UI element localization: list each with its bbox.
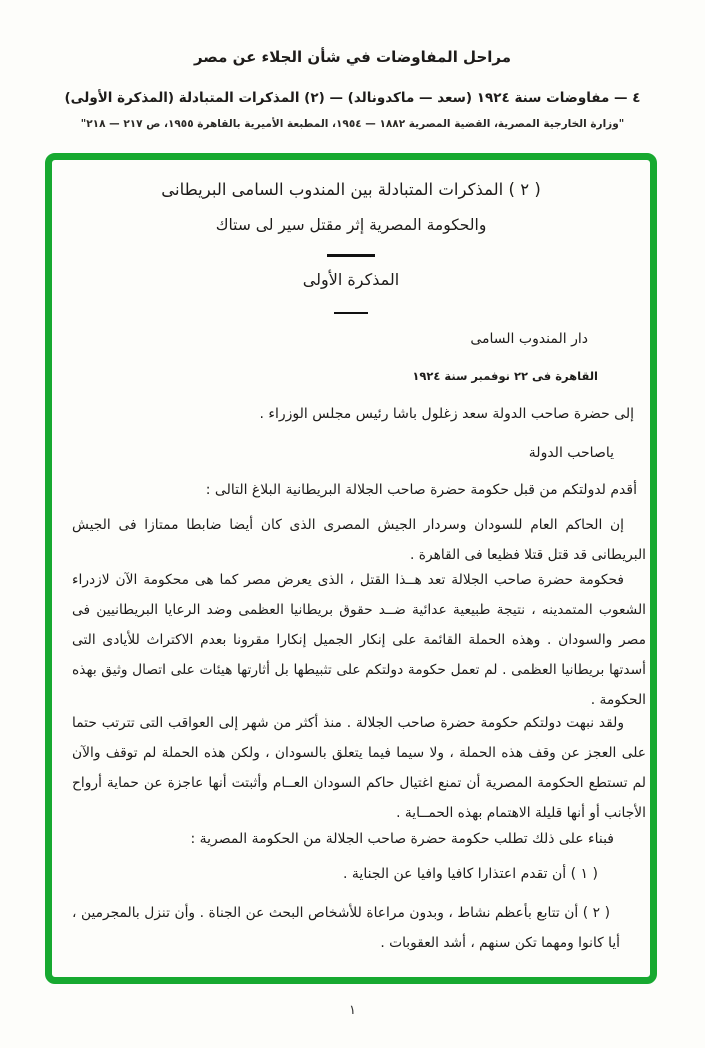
source-citation: "وزارة الخارجية المصرية، القضية المصرية ١٨٨٢ — ١٩٥٤، المطبعة الأميرية بالقاهرة ١٩٥٥، ص ٢١٧ — ٢١٨" bbox=[80, 118, 625, 130]
document-main-heading: مراحل المفاوضات في شأن الجلاء عن مصر bbox=[193, 48, 512, 66]
body-paragraph-2: فحكومة حضرة صاحب الجلالة تعد هــذا القتل ، الذى يعرض مصر كما هى محكومة الآن لازدراء الشعوب المتمدينه ، نتيجة طبيعية عدائية ضــد حقوق بريطانيا العظمى وضد الرعايا البريطانيين فى مصر والسودان . وهذه الحملة القائمة على إنكار الجميل إنكارا مقرونا بعدم الاكتراث للأيادى التى أسدتها بريطانيا العظمى . لم تعمل حكومة دولتكم على تثبيطها بل أثارتها هيئات على اتصال وثيق بهذه الحكومة . bbox=[72, 572, 646, 708]
salutation-line: ياصاحب الدولة bbox=[528, 445, 614, 461]
page-number: ١ bbox=[349, 1003, 356, 1018]
demand-item-2: ( ٢ ) أن تتابع بأعظم نشاط ، وبدون مراعاة للأشخاص البحث عن الجناة . وأن تنزل بالمجرمين ، أيا كانوا ومهما تكن سنهم ، أشد العقوبات . bbox=[72, 905, 620, 951]
dateline-cairo: القاهرة فى ٢٢ نوفمبر سنة ١٩٢٤ bbox=[412, 369, 598, 383]
document-section-heading: ٤ — مفاوضات سنة ١٩٢٤ (سعد — ماكدونالد) — (٢) المذكرات المتبادلة (المذكرة الأولى) bbox=[64, 90, 641, 106]
memo-subtitle: المذكرة الأولى bbox=[302, 270, 400, 289]
memo-title-line1: ( ٢ ) المذكرات المتبادلة بين المندوب السامى البريطانى bbox=[161, 180, 541, 199]
memo-title-line2: والحكومة المصرية إثر مقتل سير لى ستاك bbox=[215, 216, 487, 234]
subtitle-divider-rule bbox=[334, 312, 368, 314]
demand-item-1: ( ١ ) أن تقدم اعتذارا كافيا وافيا عن الجناية . bbox=[343, 866, 598, 882]
title-divider-rule bbox=[327, 254, 375, 257]
letterhead-residency: دار المندوب السامى bbox=[470, 331, 588, 347]
addressee-line: إلى حضرة صاحب الدولة سعد زغلول باشا رئيس مجلس الوزراء . bbox=[259, 406, 634, 422]
body-paragraph-4: فبناء على ذلك تطلب حكومة حضرة صاحب الجلالة من الحكومة المصرية : bbox=[190, 831, 614, 847]
intro-line: أقدم لدولتكم من قبل حكومة حضرة صاحب الجلالة البريطانية البلاغ التالى : bbox=[205, 482, 637, 498]
highlight-annotation-box bbox=[45, 153, 657, 984]
body-paragraph-3: ولقد نبهت دولتكم حكومة حضرة صاحب الجلالة . منذ أكثر من شهر إلى العواقب التى تترتب حتما على العجز عن وقف هذه الحملة ، ولا سيما فيما يتعلق بالسودان ، ولكن هذه الحملة لم توقف والآن لم تستطع الحكومة المصرية أن تمنع اغتيال حاكم السودان العــام وأثبتت أنها عاجزة عن حماية أرواح الأجانب أو أنها قليلة الاهتمام بهذه الحمــاية . bbox=[72, 715, 646, 821]
body-paragraph-1: إن الحاكم العام للسودان وسردار الجيش المصرى الذى كان أيضا ضابطا ممتازا فى الجيش البريطانى قد قتل قتلا فظيعا فى القاهرة . bbox=[72, 517, 646, 563]
